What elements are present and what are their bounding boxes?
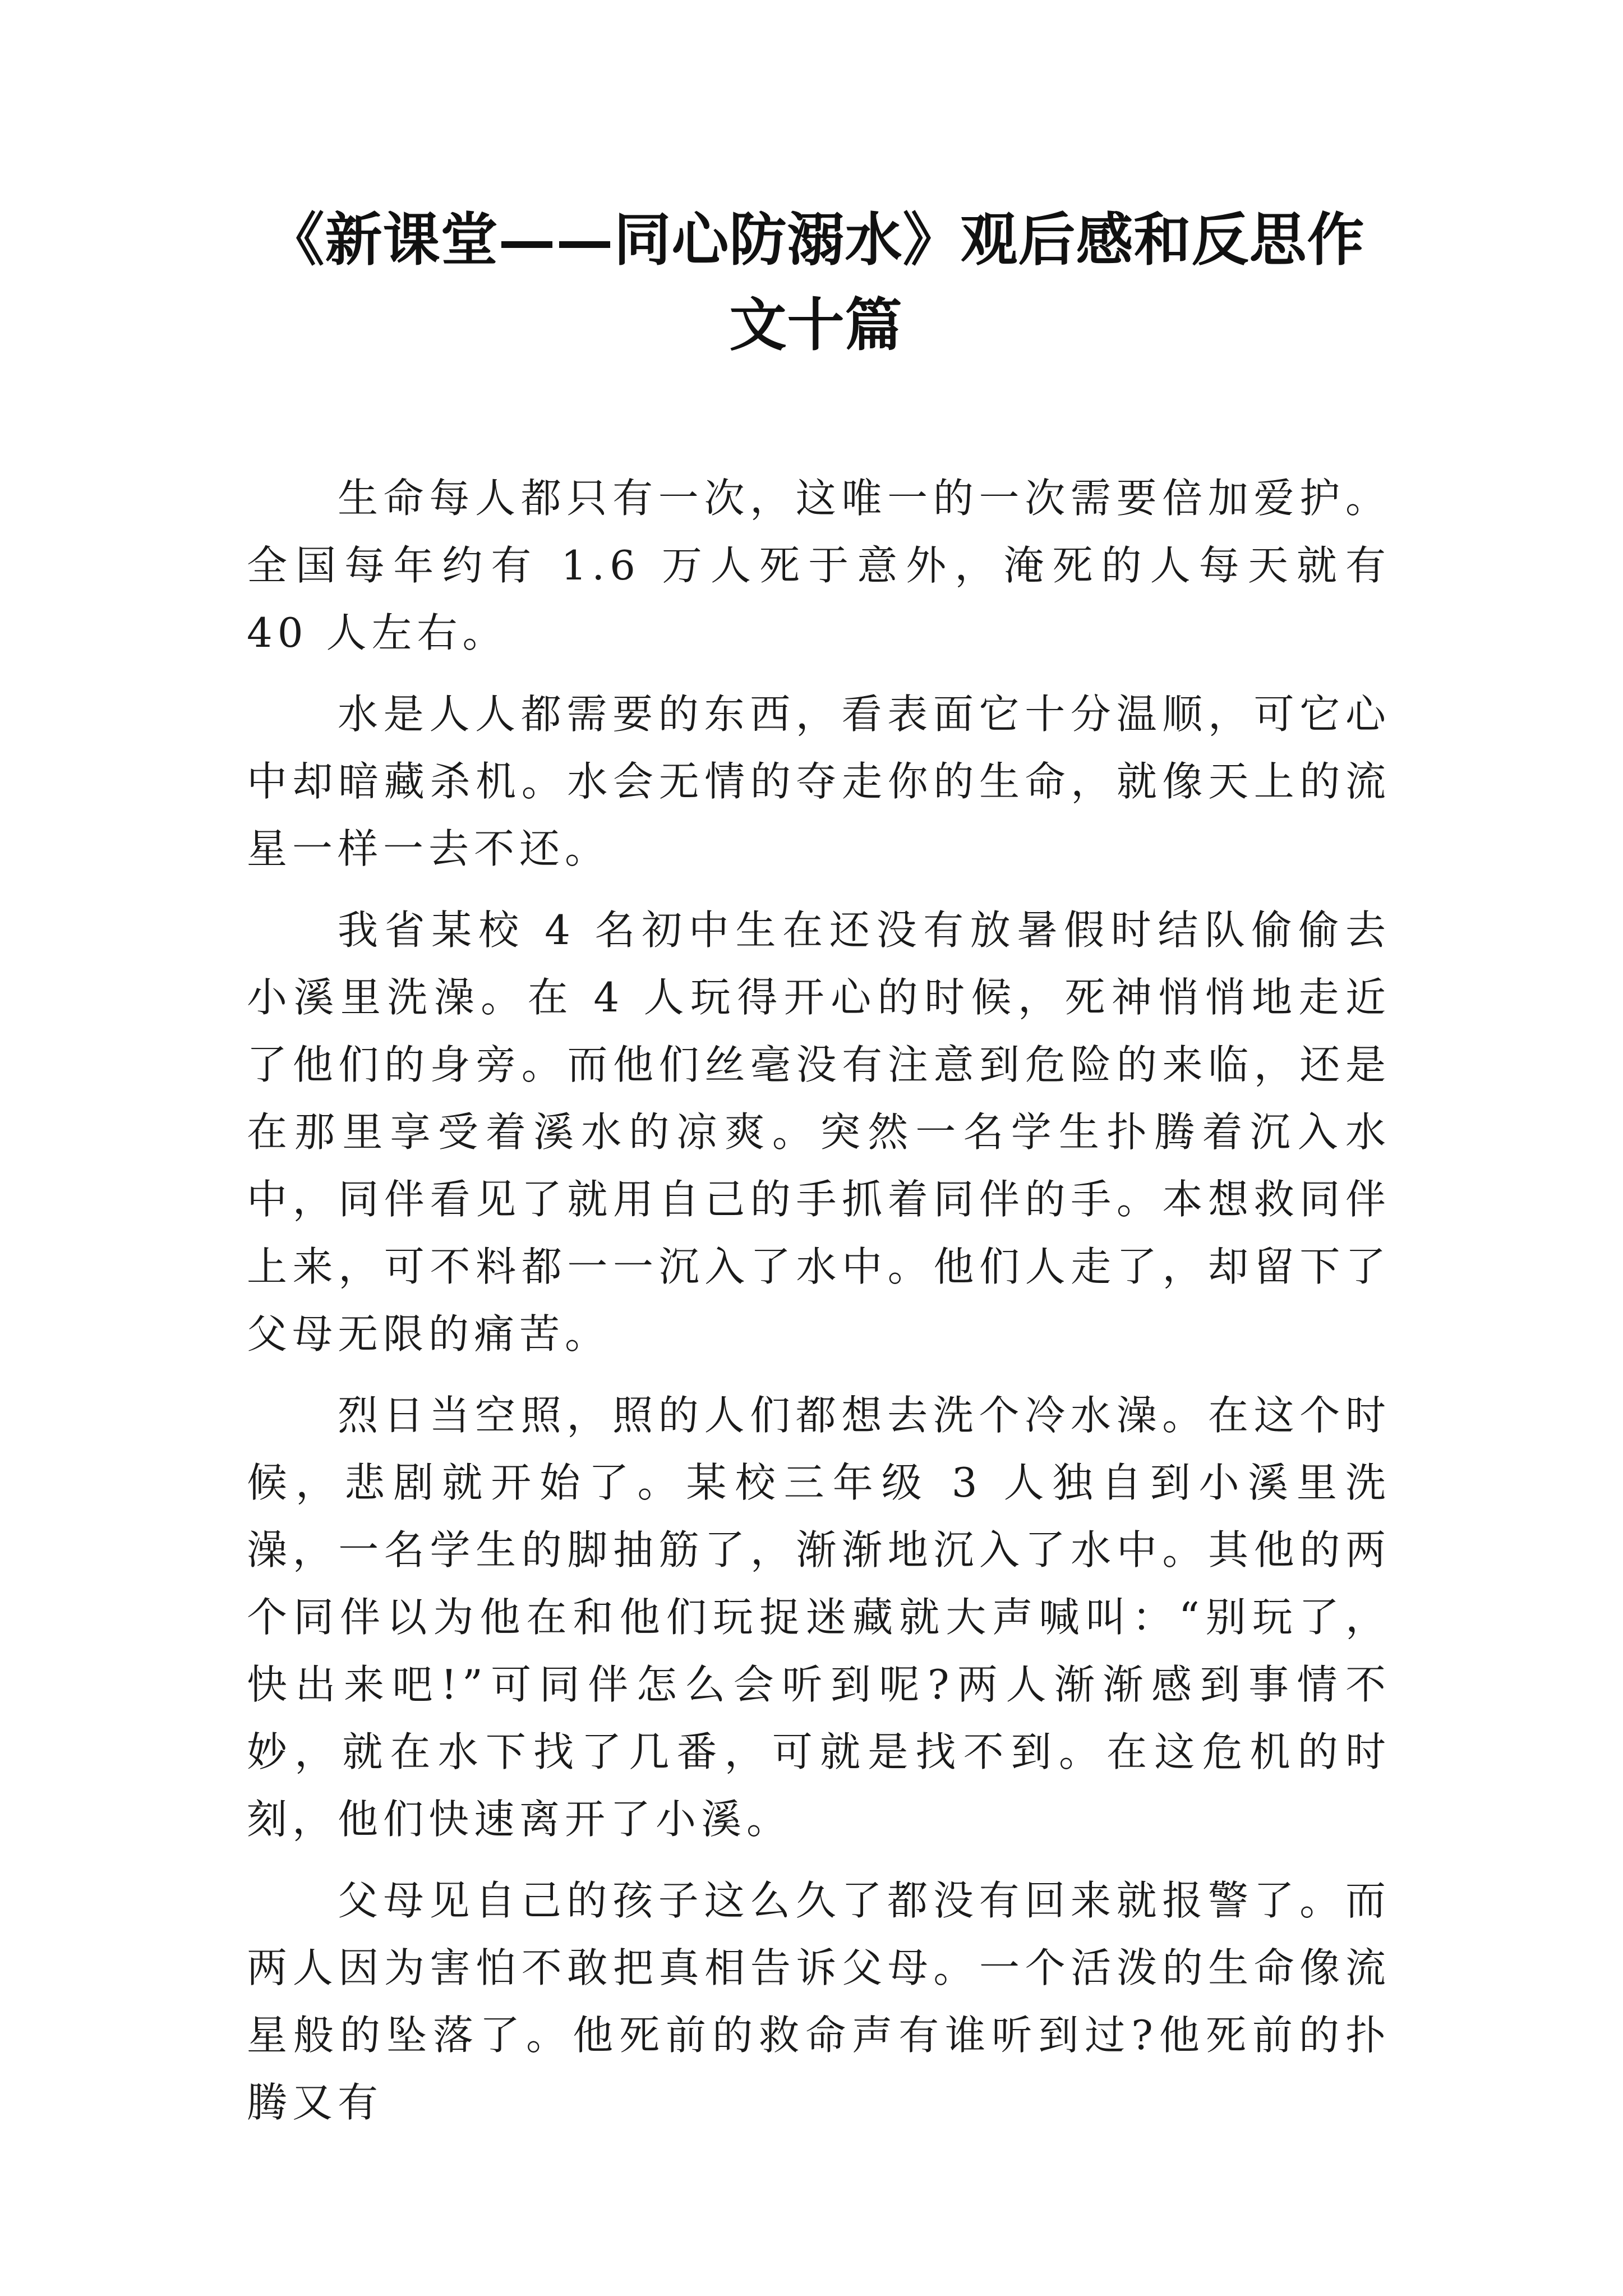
paragraph: 烈日当空照，照的人们都想去洗个冷水澡。在这个时候，悲剧就开始了。某校三年级 3 人独自到小溪里洗澡，一名学生的脚抽筋了，渐渐地沉入了水中。其他的两个同伴以为他在和他们玩捉迷藏就大声喊叫：“别玩了，快出来吧!”可同伴怎么会听到呢?两人渐渐感到事情不妙，就在水下找了几番，可就是找不到。在这危机的时刻，他们快速离开了小溪。 bbox=[247, 1392, 1391, 1843]
document-title: 《新课堂——同心防溺水》观后感和反思作文十篇 bbox=[267, 206, 1365, 359]
paragraph: 水是人人都需要的东西，看表面它十分温顺，可它心中却暗藏杀机。水会无情的夺走你的生命，就像天上的流星一样一去不还。 bbox=[247, 691, 1391, 872]
paragraph: 父母见自己的孩子这么久了都没有回来就报警了。而两人因为害怕不敢把真相告诉父母。一个活泼的生命像流星般的坠落了。他死前的救命声有谁听到过?他死前的扑腾又有 bbox=[247, 1877, 1391, 2126]
paragraph: 我省某校 4 名初中生在还没有放暑假时结队偷偷去小溪里洗澡。在 4 人玩得开心的时候，死神悄悄地走近了他们的身旁。而他们丝毫没有注意到危险的来临，还是在那里享受着溪水的凉爽。突然一名学生扑腾着沉入水中，同伴看见了就用自己的手抓着同伴的手。本想救同伴上来，可不料都一一沉入了水中。他们人走了，却留下了父母无限的痛苦。 bbox=[247, 907, 1391, 1358]
document-body bbox=[247, 464, 1391, 2150]
paragraph: 生命每人都只有一次，这唯一的一次需要倍加爱护。全国每年约有 1.6 万人死于意外，淹死的人每天就有 40 人左右。 bbox=[247, 475, 1391, 656]
